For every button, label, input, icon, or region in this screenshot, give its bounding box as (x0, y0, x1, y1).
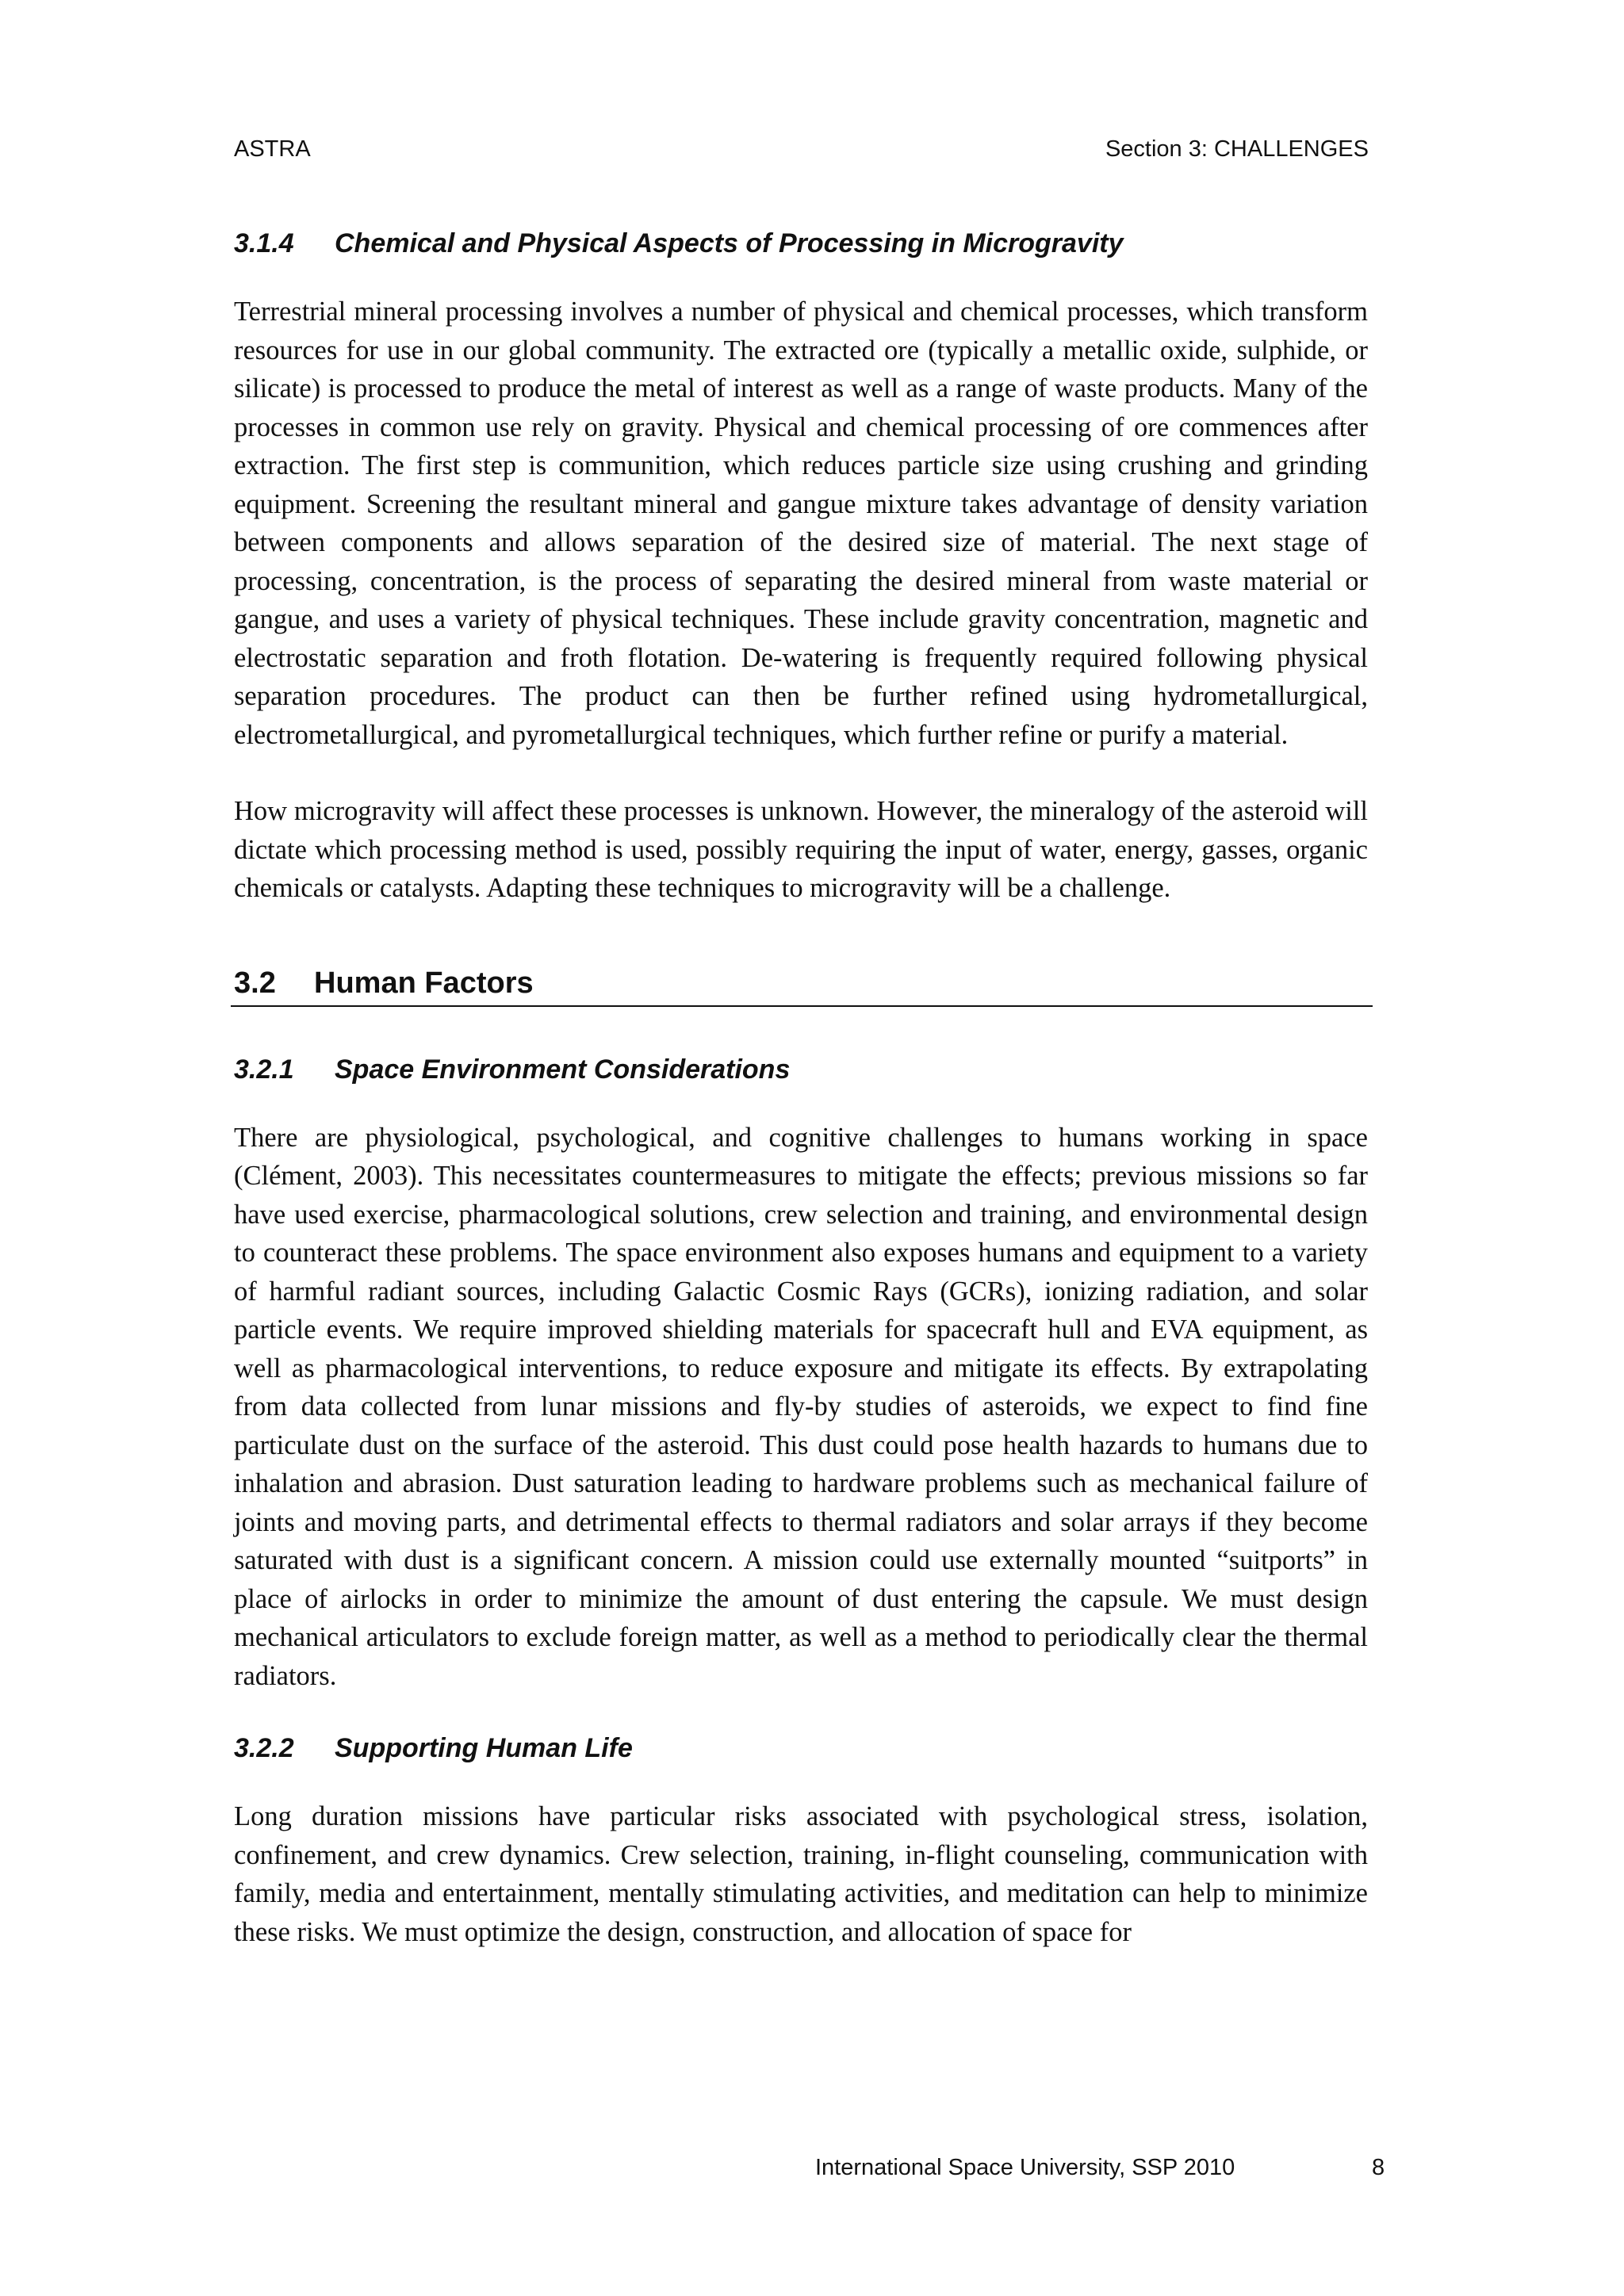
section-heading-3-1-4 (234, 228, 1368, 259)
section-title: Human Factors (314, 966, 534, 1000)
section-title: Chemical and Physical Aspects of Processing in Microgravity (335, 228, 1124, 258)
body-paragraph: How microgravity will affect these processes is unknown. However, the mineralogy of the asteroid will dictate which processing method is used, possibly requiring the input of water, energy, gasses, organic chemicals or catalysts. Adapting these techniques to microgravity will be a challenge. (234, 796, 1368, 903)
page-number: 8 (1372, 2155, 1385, 2180)
header-left-title: ASTRA (234, 136, 311, 162)
section-title: Supporting Human Life (335, 1733, 633, 1763)
section-heading-3-2 (231, 966, 1373, 1007)
section-number: 3.1.4 (234, 228, 294, 258)
body-paragraph: Terrestrial mineral processing involves a number of physical and chemical processes, which transform resources for use in our global community. The extracted ore (typically a metallic oxide, sulphide, or silicate) is processed to produce the metal of interest as well as a range of waste products. Many of the processes in common use rely on gravity. Physical and chemical processing of ore commences after extraction. The first step is communition, which reduces particle size using crushing and grinding equipment. Screening the resultant mineral and gangue mixture takes advantage of density variation between components and allows separation of the desired size of material. The next stage of processing, concentration, is the process of separating the desired mineral from waste material or gangue, and uses a variety of physical techniques. These include gravity concentration, magnetic and electrostatic separation and froth flotation. De-watering is frequently required following physical separation procedures. The product can then be further refined using hydrometallurgical, electrometallurgical, and pyrometallurgical techniques, which further refine or purify a material. (234, 297, 1368, 750)
section-heading-3-2-2 (234, 1733, 1368, 1764)
section-heading-3-2-1 (234, 1054, 1368, 1085)
main-content (234, 228, 1368, 1951)
header-section-label: Section 3: CHALLENGES (1105, 136, 1369, 162)
section-number: 3.2.2 (234, 1733, 294, 1763)
section-number: 3.2 (234, 966, 276, 1000)
body-paragraph: There are physiological, psychological, and cognitive challenges to humans working in space (Clément, 2003). This necessitates countermeasures to mitigate the effects; previous missions so far have used exercise, pharmacological solutions, crew selection and training, and environmental design to counteract these problems. The space environment also exposes humans and equipment to a variety of harmful radiant sources, including Galactic Cosmic Rays (GCRs), ionizing radiation, and solar particle events. We require improved shielding materials for spacecraft hull and EVA equipment, as well as pharmacological interventions, to reduce exposure and mitigate its effects. By extrapolating from data collected from lunar missions and fly-by studies of asteroids, we expect to find fine particulate dust on the surface of the asteroid. This dust could pose health hazards to humans due to inhalation and abrasion. Dust saturation leading to hardware problems such as mechanical failure of joints and moving parts, and detrimental effects to thermal radiators and solar arrays if they become saturated with dust is a significant concern. A mission could use externally mounted “suitports” in place of airlocks in order to minimize the amount of dust entering the capsule. We must design mechanical articulators to exclude foreign matter, as well as a method to periodically clear the thermal radiators. (234, 1122, 1368, 1691)
section-title: Space Environment Considerations (335, 1054, 791, 1085)
running-footer: International Space University, SSP 2010 (815, 2155, 1235, 2180)
running-header (234, 136, 1369, 163)
section-number: 3.2.1 (234, 1054, 294, 1085)
body-paragraph: Long duration missions have particular risks associated with psychological stress, isolation, confinement, and crew dynamics. Crew selection, training, in-flight counseling, communication with family, media and entertainment, mentally stimulating activities, and meditation can help to minimize these risks. We must optimize the design, construction, and allocation of space for (234, 1801, 1368, 1947)
